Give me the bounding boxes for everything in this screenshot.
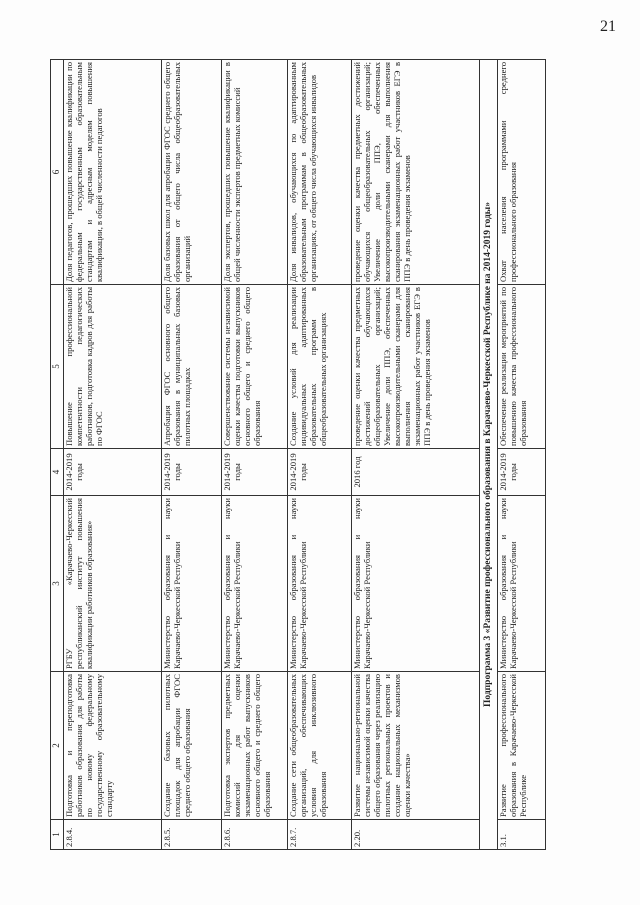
term: 2014-2019 годы <box>64 449 162 496</box>
row-number: 2.8.6. <box>222 820 288 850</box>
column-number: 1 <box>51 820 64 850</box>
activity-name: Подготовка экспертов предметных комиссий для оценки экзаменационных работ выпускников основного общего и среднего общего образования <box>222 672 288 820</box>
term: 2014-2019 годы <box>288 449 352 496</box>
expected-result: Повышение профессиональной компетентности педагогических работников, подготовка кадров для работы по ФГОС <box>64 285 162 449</box>
row-number: 3.1. <box>498 820 546 850</box>
row-number: 2.8.4. <box>64 820 162 850</box>
row-number: 2.8.7. <box>288 820 352 850</box>
row-number: 2.20. <box>352 820 480 850</box>
executor: Министерство образования и науки Карачаево-Черкесской Республики <box>498 496 546 672</box>
executor: Министерство образования и науки Карачаево-Черкесской Республики <box>162 496 222 672</box>
activity-name: Развитие национально-региональной системы независимой оценки качества общего образования через реализацию пилотных региональных проектов и создание национальных механизмов оценки качества» <box>352 672 480 820</box>
table-row <box>162 60 222 850</box>
subprogram-title: Подпрограмма 3 «Развитие профессионального образования в Карачаево-Черкесской Республике на 2014-2019 годы» <box>480 60 498 850</box>
indicator: Доля инвалидов, обучающихся по адаптированным образовательным программам в общеобразовательных организациях, от общего числа обучающихся инвалидов <box>288 60 352 285</box>
activity-name: Развитие профессионального образования в Карачаево-Черкесской Республике <box>498 672 546 820</box>
table-row <box>222 60 288 850</box>
row-number: 2.8.5. <box>162 820 222 850</box>
expected-result: Апробация ФГОС основного общего образования в муниципальных базовых пилотных площадках <box>162 285 222 449</box>
expected-result: проведение оценки качества предметных достижений обучающихся общеобразовательных организаций; Увеличение доли ППЭ, обеспеченных высокопроизводительными сканерами для выполнения сканирования экзаменационных работ участников ЕГЭ в ППЭ в день проведения экзаменов <box>352 285 480 449</box>
table-row <box>352 60 480 850</box>
executor: Министерство образования и науки Карачаево-Черкесской Республики <box>352 496 480 672</box>
executor: РГБУ «Карачаево-Черкесский республиканский институт повышения квалификации работников образования» <box>64 496 162 672</box>
term: 2014-2019 годы <box>498 449 546 496</box>
page-number: 21 <box>600 18 616 35</box>
indicator: Доля базовых школ для апробации ФГОС среднего общего образования от общего числа общеобразовательных организаций <box>162 60 222 285</box>
program-activities-table <box>50 59 546 850</box>
table-row <box>498 60 546 850</box>
rotated-table-block <box>50 60 595 850</box>
column-number: 4 <box>51 449 64 496</box>
column-number: 2 <box>51 672 64 820</box>
executor: Министерство образования и науки Карачаево-Черкесской Республики <box>288 496 352 672</box>
executor: Министерство образования и науки Карачаево-Черкесской Республики <box>222 496 288 672</box>
expected-result: Совершенствование системы независимой оценки качества подготовки выпускников основного общего и среднего общего образования <box>222 285 288 449</box>
activity-name: Подготовка и переподготовка работников образования для работы по новому федеральному государственному образовательному стандарту <box>64 672 162 820</box>
term: 2016 год <box>352 449 480 496</box>
column-number-row <box>51 60 64 850</box>
table-row <box>64 60 162 850</box>
column-number: 3 <box>51 496 64 672</box>
expected-result: Обеспечение реализации мероприятий по повышению качества профессионального образования <box>498 285 546 449</box>
indicator: проведение оценки качества предметных достижений обучающихся общеобразовательных организаций; Увеличение доли ППЭ, обеспеченных высокопроизводительными сканерами для выполнения сканирования экзаменационных работ участников ЕГЭ в ППЭ в день проведения экзаменов <box>352 60 480 285</box>
column-number: 5 <box>51 285 64 449</box>
activity-name: Создание сети общеобразовательных организаций, обеспечивающих условия для инклюзивного образования <box>288 672 352 820</box>
subprogram-row <box>480 60 498 850</box>
column-number: 6 <box>51 60 64 285</box>
term: 2014-2019 годы <box>162 449 222 496</box>
expected-result: Создание условий для реализации индивидуальных адаптированных образовательных программ в общеобразовательных организациях <box>288 285 352 449</box>
activity-name: Создание базовых пилотных площадок для апробации ФГОС среднего общего образования <box>162 672 222 820</box>
indicator: Доля экспертов, прошедших повышение квалификации в общей численности экспертов предметных комиссий <box>222 60 288 285</box>
indicator: Доля педагогов, прошедших повышение квалификации по федеральным государственным образовательным стандартам и адресным моделям повышения квалификации, в общей численности педагогов <box>64 60 162 285</box>
table-row <box>288 60 352 850</box>
term: 2014-2019 годы <box>222 449 288 496</box>
indicator: Охват населения программами среднего профессионального образования <box>498 60 546 285</box>
